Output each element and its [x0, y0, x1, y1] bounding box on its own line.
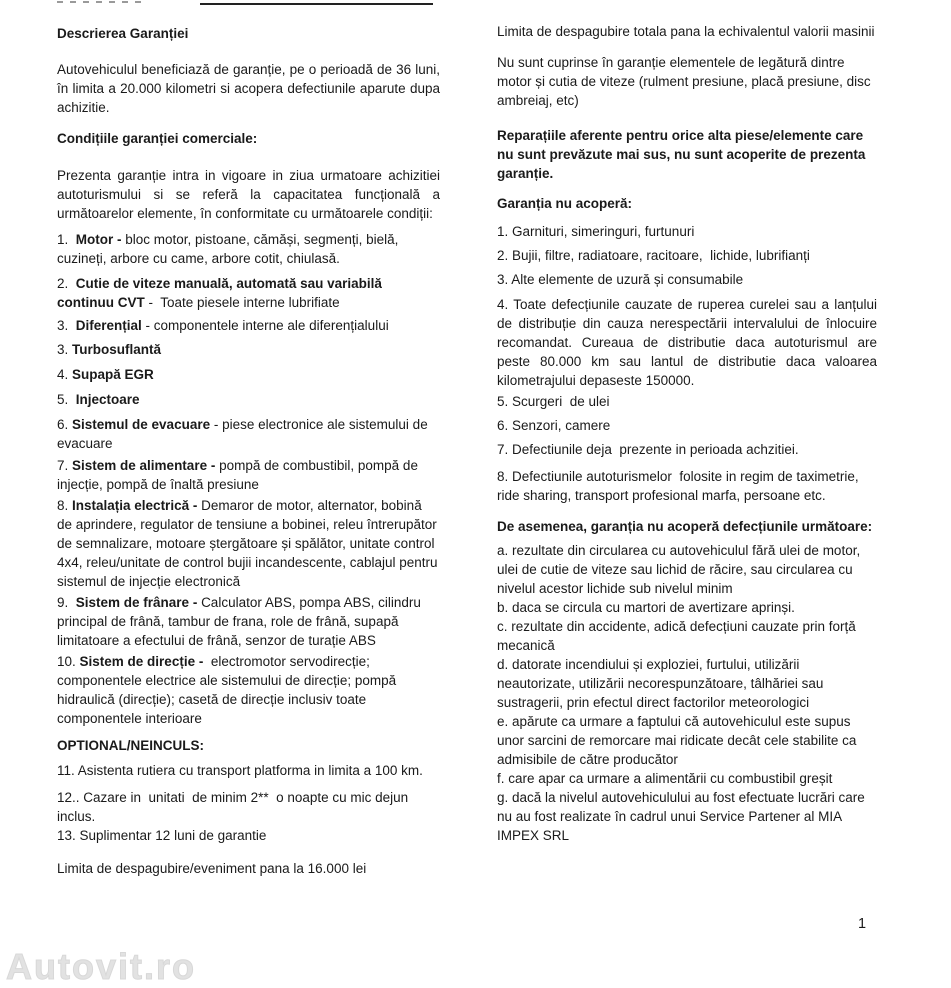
text-run: 1. [57, 232, 76, 247]
list-item [497, 598, 877, 617]
section-heading [57, 129, 440, 148]
text-run: 5. Scurgeri de ulei [497, 394, 610, 409]
list-item [497, 617, 877, 655]
list-item [57, 365, 440, 384]
text-run: electromotor servodirecție; componentele electrice ale sistemului de direcție; pompă hidraulică (direcție); casetă de direcție inclusiv toate componentele interioare [57, 654, 400, 726]
list-item [57, 496, 440, 591]
list-item [497, 246, 877, 265]
list-item [497, 712, 877, 769]
text-run: b. daca se circula cu martori de avertizare aprinși. [497, 600, 795, 615]
list-item [57, 652, 440, 728]
list-item [497, 295, 881, 390]
text-run: Garanția nu acoperă: [497, 196, 633, 211]
list-item [57, 230, 440, 268]
text-run: De asemenea, garanția nu acoperă defecțiunile următoare: [497, 519, 873, 534]
section-heading [57, 24, 440, 43]
list-item [497, 788, 877, 845]
section-heading [57, 736, 440, 755]
bold-text-run: Turbosuflantă [72, 342, 162, 357]
list-item [497, 655, 877, 712]
text-run: 5. [57, 392, 76, 407]
text-run: bloc motor, pistoane, cămăși, segmenți, bielă, cuzineți, arbore cu came, arbore cotit, chiulasă. [57, 232, 403, 266]
list-item [57, 274, 440, 312]
text-run: Descrierea Garanției [57, 26, 189, 41]
right-column [497, 22, 881, 845]
text-run: Calculator ABS, pompa ABS, cilindru principal de frână, tambur de frana, role de frână, supapă limitatoare a efectului de frână, senzor de turație ABS [57, 595, 425, 648]
list-item [57, 761, 440, 780]
text-run: 10. [57, 654, 80, 669]
list-item [57, 340, 440, 359]
text-run: 8. Defectiunile autoturismelor folosite in regim de taximetrie, ride sharing, transport profesional marfa, persoane etc. [497, 469, 863, 503]
text-run: 4. Toate defecțiunile cauzate de ruperea curelei sau a lanțului de distribuție din cauza nerespectării intervalului de înlocuire recomandat. Cureaua de distributie daca autoturismul are peste 80.000 km sau lantul de distributie daca valoarea kilometrajului depaseste 150000. [497, 297, 881, 388]
list-item [497, 440, 877, 459]
text-run: e. apărute ca urmare a faptului că autovehiculul este supus unor sarcini de remorcare mai ridicate decât cele stabilite ca admisibile de către producător [497, 714, 861, 767]
text-run: 4. [57, 367, 73, 382]
text-run: d. datorate incendiului și exploziei, furtului, utilizării neautorizate, utilizării necorespunzătoare, tâlhăriei sau sustragerii, prin efectul direct factorilor meteorologici [497, 657, 828, 710]
cutoff-text-underline [200, 3, 433, 5]
text-run: Condițiile garanției comerciale: [57, 131, 258, 146]
list-item [57, 456, 440, 494]
text-run: 8. [57, 498, 73, 513]
text-run: OPTIONAL/NEINCULS: [57, 738, 204, 753]
paragraph [497, 22, 877, 41]
text-run: 2. Bujii, filtre, radiatoare, racitoare, lichide, lubrifianți [497, 248, 810, 263]
list-item [497, 416, 877, 435]
text-run: 2. [57, 276, 76, 291]
text-run: 6. Senzori, camere [497, 418, 611, 433]
bold-text-run: Sistem de frânare - [75, 595, 202, 610]
text-run: 3. [57, 342, 73, 357]
text-run: 1. Garnituri, simeringuri, furtunuri [497, 224, 695, 239]
list-item [57, 593, 440, 650]
text-run: 12.. Cazare in unitati de minim 2** o noapte cu mic dejun inclus. [57, 790, 412, 824]
bold-text-run: Instalația electrică - [72, 498, 202, 513]
bold-text-run: Supapă EGR [72, 367, 154, 382]
paragraph [57, 859, 440, 878]
text-run: 7. Defectiunile deja prezente in perioada achzitiei. [497, 442, 799, 457]
list-item [497, 467, 877, 505]
text-run: 3. [57, 318, 76, 333]
bold-text-run: Sistem de alimentare - [72, 458, 220, 473]
text-run: Nu sunt cuprinse în garanție elementele de legătură dintre motor și cutia de viteze (rulment presiune, placă presiune, disc ambreiaj, etc) [497, 55, 875, 108]
watermark: Autovit.ro [6, 946, 196, 987]
list-item [57, 826, 440, 845]
text-run: 11. Asistenta rutiera cu transport platforma in limita a 100 km. [57, 763, 423, 778]
list-item [497, 222, 877, 241]
text-run: f. care apar ca urmare a alimentării cu combustibil greșit [497, 771, 833, 786]
text-run: 6. [57, 417, 73, 432]
list-item [497, 270, 877, 289]
list-item [497, 769, 877, 788]
list-item [57, 415, 440, 453]
cutoff-text-fragment [57, 1, 147, 3]
paragraph [57, 60, 444, 117]
text-run: - Toate piesele interne lubrifiate [144, 295, 340, 310]
list-item [497, 392, 877, 411]
bold-text-run: Motor - [75, 232, 126, 247]
text-run: - piese electronice ale sistemului de evacuare [57, 417, 432, 451]
text-run: Prezenta garanție intra in vigoare in ziua urmatoare achizitiei autoturismului si se referă la capacitatea funcțională a următoarelor elemente, în conformitate cu următoarele condiții: [57, 168, 444, 221]
list-item [57, 316, 440, 335]
section-heading [497, 517, 877, 536]
left-column [57, 24, 444, 878]
text-run: 3. Alte elemente de uzură și consumabile [497, 272, 744, 287]
text-run: pompă de combustibil, pompă de injecție, pompă de înaltă presiune [57, 458, 422, 492]
list-item [57, 390, 440, 409]
text-run: Limita de despagubire totala pana la echivalentul valorii masinii [497, 24, 875, 39]
bold-text-run: Cutie de viteze manuală, automată sau variabilă continuu CVT [57, 276, 386, 310]
bold-text-run: Sistem de direcție - [79, 654, 208, 669]
text-run: a. rezultate din circularea cu autovehiculul fără ulei de motor, ulei de cutie de viteze sau lichid de răcire, sau circularea cu nivelul acestor lichide sub nivelul minim [497, 543, 864, 596]
text-run: 13. Suplimentar 12 luni de garantie [57, 828, 267, 843]
text-run: 7. [57, 458, 73, 473]
page-number: 1 [858, 916, 867, 932]
paragraph [497, 126, 877, 183]
text-run: Reparațiile aferente pentru orice alta piese/elemente care nu sunt prevăzute mai sus, nu sunt acoperite de prezenta garanție. [497, 128, 870, 181]
text-run: g. dacă la nivelul autovehiculului au fost efectuate lucrări care nu au fost realizate în cadrul unui Service Partener al MIA IMPEX SRL [497, 790, 873, 843]
text-run: Autovehiculul beneficiază de garanție, pe o perioadă de 36 luni, în limita a 20.000 kilometri si acopera defectiunile aparute dupa achizitie. [57, 62, 444, 115]
text-run: 9. [57, 595, 76, 610]
text-run: - componentele interne ale diferențialului [141, 318, 389, 333]
paragraph [497, 53, 877, 110]
bold-text-run: Injectoare [75, 392, 140, 407]
text-run: c. rezultate din accidente, adică defecțiuni cauzate prin forță mecanică [497, 619, 860, 653]
text-run: Demaror de motor, alternator, bobină de aprindere, regulator de tensiune a bobinei, releu întrerupător de semnalizare, motoare ștergătoare și spălător, unitate control 4x4, releu/unitate de control bujii incandescente, cablajul pentru sistemul de injecție electronică [57, 498, 442, 589]
section-heading [497, 194, 877, 213]
bold-text-run: Sistemul de evacuare [72, 417, 211, 432]
text-run: Limita de despagubire/eveniment pana la 16.000 lei [57, 861, 367, 876]
bold-text-run: Diferențial [75, 318, 142, 333]
list-item [497, 541, 877, 598]
paragraph [57, 166, 444, 223]
list-item [57, 788, 440, 826]
